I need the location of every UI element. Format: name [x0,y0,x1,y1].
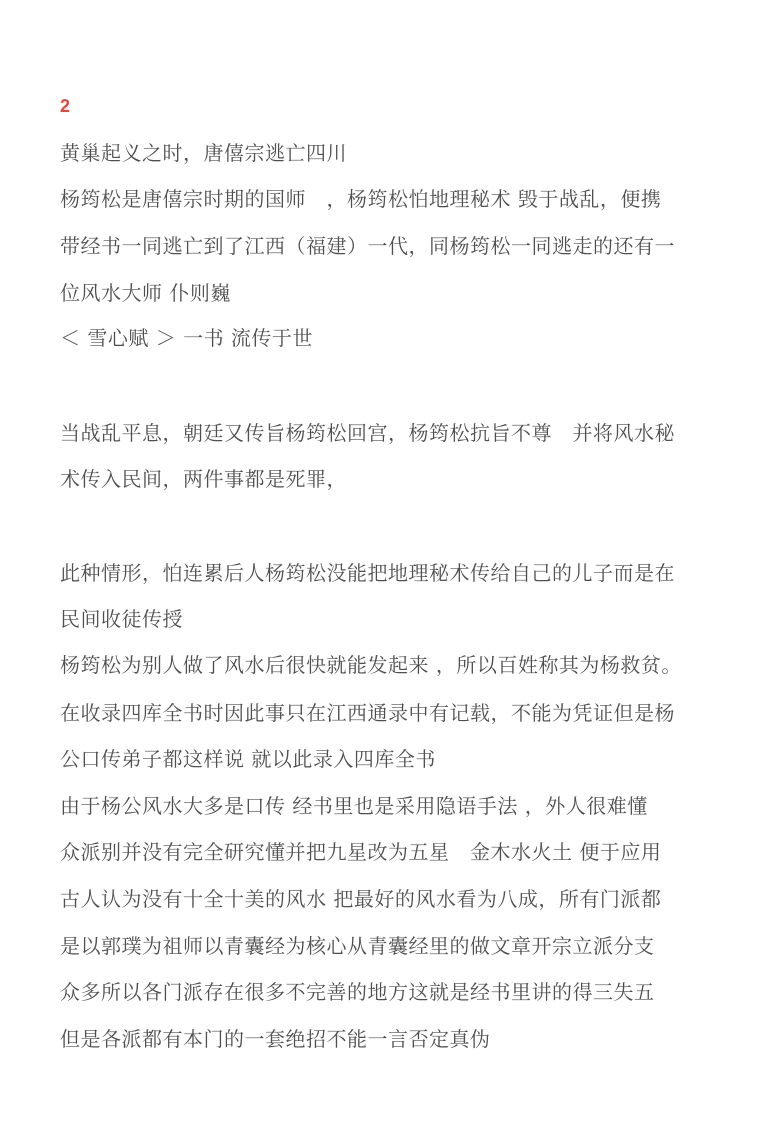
text-line: 杨筠松是唐僖宗时期的国师 ，杨筠松怕地理秘术 毁于战乱，便携 [60,187,662,211]
text-line: 众派别并没有完全研究懂并把九星改为五星 金木水火土 便于应用 [60,840,662,864]
page-number: 2 [60,96,71,116]
text-line: 由于杨公风水大多是口传 经书里也是采用隐语手法 ，外人很难懂 [60,794,648,818]
text-line: 公口传弟子都这样说 就以此录入四库全书 [60,747,436,771]
text-line: 此种情形，怕连累后人杨筠松没能把地理秘术传给自己的儿子而是在 [60,561,675,585]
text-line: ＜ 雪心赋 ＞ 一书 流传于世 [60,326,313,350]
text-line: 位风水大师 仆则巍 [60,281,231,305]
text-line: 杨筠松为别人做了风水后很快就能发起来 ，所以百姓称其为杨救贫。 [60,653,682,677]
text-line: 但是各派都有本门的一套绝招不能一言否定真伪 [60,1027,491,1051]
text-line: 黄巢起义之时，唐僖宗逃亡四川 [60,141,347,165]
text-line: 众多所以各门派存在很多不完善的地方这就是经书里讲的得三失五 [60,980,655,1004]
text-line: 民间收徒传授 [60,607,183,631]
text-line: 是以郭璞为祖师以青囊经为核心从青囊经里的做文章开宗立派分支 [60,934,655,958]
text-line: 当战乱平息，朝廷又传旨杨筠松回宫，杨筠松抗旨不尊 并将风水秘 [60,421,675,445]
text-line: 带经书一同逃亡到了江西（福建）一代，同杨筠松一同逃走的还有一 [60,234,675,258]
text-line: 术传入民间，两件事都是死罪， [60,467,347,491]
text-line: 在收录四库全书时因此事只在江西通录中有记载，不能为凭证但是杨 [60,701,675,725]
text-line: 古人认为没有十全十美的风水 把最好的风水看为八成，所有门派都 [60,887,662,911]
